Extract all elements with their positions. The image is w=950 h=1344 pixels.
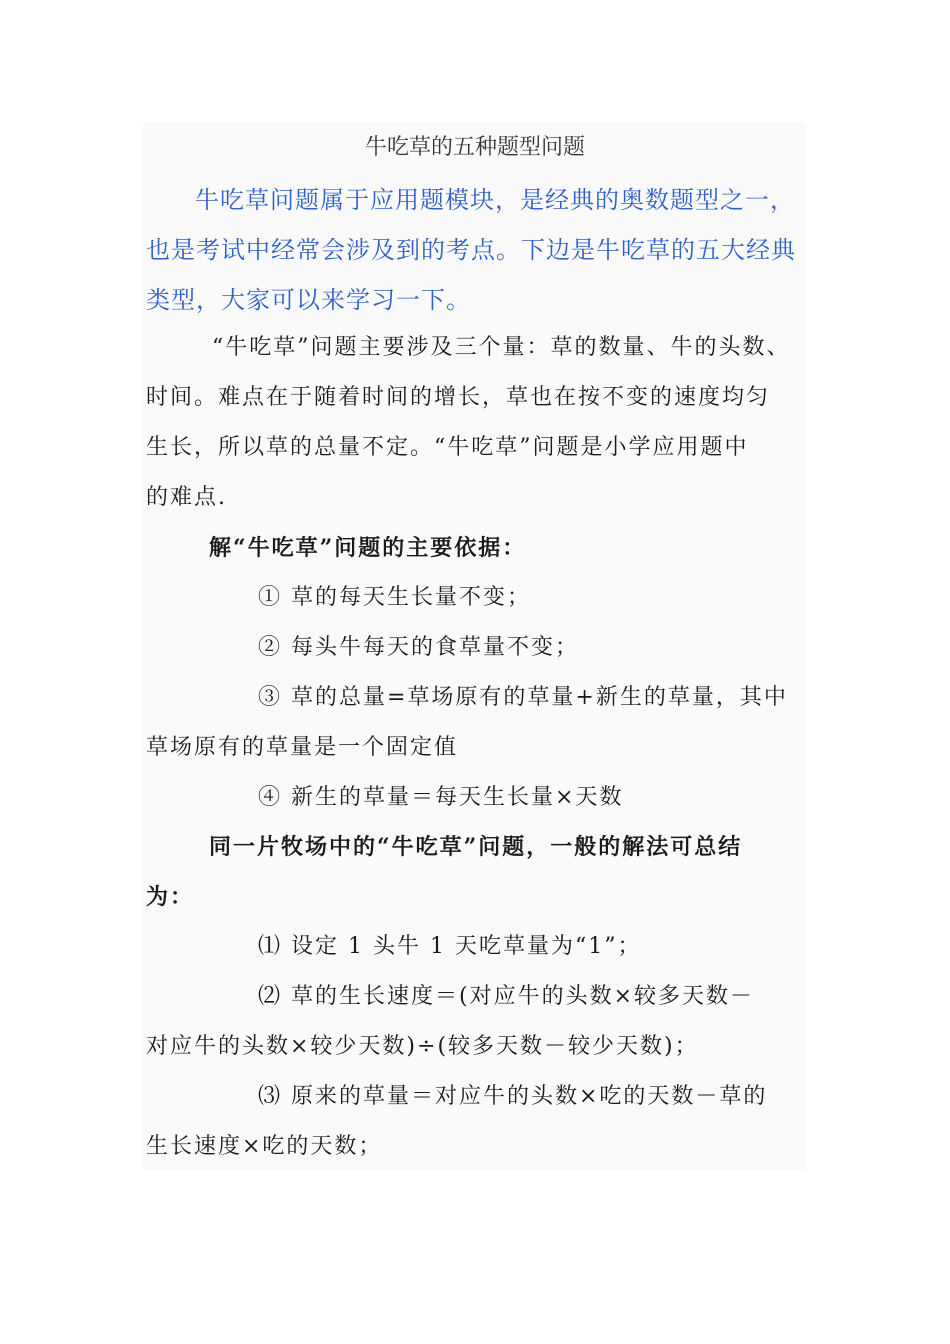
document-title: 牛吃草的五种题型问题	[364, 135, 585, 160]
intro-line-3: 类型，大家可以来学习一下。	[146, 286, 471, 314]
method-step-1: ⑴ 设定 1 头牛 1 天吃草量为“1”；	[258, 934, 642, 959]
basis-heading: 解“牛吃草”问题的主要依据：	[209, 535, 527, 561]
paragraph-line-3: 生长，所以草的总量不定。“牛吃草”问题是小学应用题中	[146, 435, 749, 460]
method-heading-line-1: 同一片牧场中的“牛吃草”问题，一般的解法可总结	[209, 834, 743, 860]
intro-line-2: 也是考试中经常会涉及到的考点。下边是牛吃草的五大经典	[146, 236, 796, 264]
basis-item-3-line-2: 草场原有的草量是一个固定值	[146, 735, 459, 760]
paragraph-line-4: 的难点.	[146, 485, 227, 510]
method-step-2-line-2: 对应牛的头数×较少天数)÷(较多天数－较少天数)；	[146, 1034, 699, 1059]
method-heading-line-2: 为：	[146, 884, 195, 910]
paragraph-line-2: 时间。难点在于随着时间的增长，草也在按不变的速度均匀	[146, 385, 771, 410]
method-step-2-line-1: ⑵ 草的生长速度＝(对应牛的头数×较多天数－	[258, 984, 755, 1009]
basis-item-2: ② 每头牛每天的食草量不变；	[258, 635, 579, 660]
basis-item-1: ① 草的每天生长量不变；	[258, 585, 531, 610]
method-step-3-line-1: ⑶ 原来的草量＝对应牛的头数×吃的天数－草的	[258, 1084, 768, 1109]
method-step-3-line-2: 生长速度×吃的天数；	[146, 1134, 383, 1159]
basis-item-4: ④ 新生的草量＝每天生长量×天数	[258, 785, 624, 810]
intro-line-1: 牛吃草问题属于应用题模块，是经典的奥数题型之一，	[195, 186, 795, 214]
paragraph-line-1: “牛吃草”问题主要涉及三个量：草的数量、牛的头数、	[212, 335, 791, 360]
basis-item-3-line-1: ③ 草的总量=草场原有的草量+新生的草量，其中	[258, 685, 788, 710]
